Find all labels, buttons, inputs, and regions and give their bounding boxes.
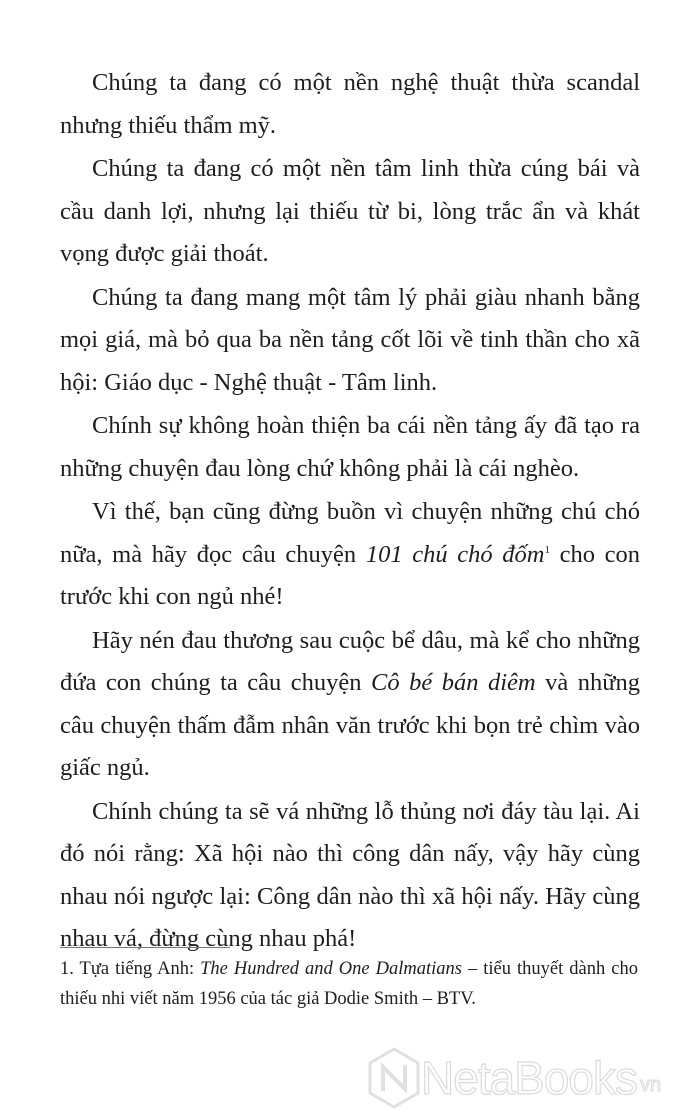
text-run: Hãy nén đau thương sau cuộc bể dâu, mà kể cho những đứa con chúng ta câu chuyện bbox=[60, 626, 640, 696]
paragraph bbox=[60, 277, 640, 405]
body-text bbox=[60, 62, 640, 962]
text-run: Chúng ta đang có một nền tâm linh thừa cúng bái và cầu danh lợi, nhưng lại thiếu từ bi, lòng trắc ẩn và khát vọng được giải thoát. bbox=[60, 155, 640, 267]
text-run: Chính chúng ta sẽ vá những lỗ thủng nơi đáy tàu lại. Ai đó nói rằng: Xã hội nào thì công dân nấy, vậy hãy cùng nhau nói ngược lại: Công dân nào thì xã hội nấy. Hãy cùng nhau vá, đừng cùng nhau phá! bbox=[60, 797, 640, 952]
italic-title: The Hundred and One Dalmatians bbox=[200, 959, 462, 979]
text-run: 1. Tựa tiếng Anh: bbox=[60, 959, 201, 979]
footnote-divider bbox=[60, 947, 230, 948]
text-run: Vì thế, bạn cũng đừng buồn vì chuyện những chú chó nữa, mà hãy đọc câu chuyện bbox=[60, 498, 640, 568]
italic-title: 101 chú chó đốm bbox=[365, 540, 545, 568]
paragraph bbox=[60, 491, 640, 619]
text-run: Chúng ta đang mang một tâm lý phải giàu nhanh bằng mọi giá, mà bỏ qua ba nền tảng cốt lõi về tinh thần cho xã hội: Giáo dục - Nghệ thuật - Tâm linh. bbox=[60, 283, 640, 396]
footnote-marker[interactable]: 1 bbox=[544, 543, 550, 556]
paragraph bbox=[60, 791, 640, 961]
text-run: và những câu chuyện thấm đẫm nhân văn trước khi bọn trẻ chìm vào giấc ngủ. bbox=[60, 669, 640, 781]
text-run: Chính sự không hoàn thiện ba cái nền tảng ấy đã tạo ra những chuyện đau lòng chứ không phải là cái nghèo. bbox=[60, 412, 640, 482]
text-run: – tiểu thuyết dành cho thiếu nhi viết năm 1956 của tác giả Dodie Smith – BTV. bbox=[60, 959, 638, 1009]
paragraph bbox=[60, 405, 640, 490]
netabooks-logo-icon bbox=[367, 1047, 421, 1109]
watermark-brand: NetaBooks bbox=[421, 1052, 638, 1104]
paragraph bbox=[60, 148, 640, 276]
italic-title: Cô bé bán diêm bbox=[371, 669, 536, 696]
text-run: Chúng ta đang có một nền nghệ thuật thừa scandal nhưng thiếu thẩm mỹ. bbox=[60, 69, 640, 139]
paragraph bbox=[60, 620, 640, 790]
footnote bbox=[60, 954, 638, 1014]
text-run: cho con trước khi con ngủ nhé! bbox=[60, 540, 640, 610]
paragraph bbox=[60, 62, 640, 147]
netabooks-watermark bbox=[367, 1047, 661, 1109]
watermark-suffix: vn bbox=[640, 1073, 662, 1096]
